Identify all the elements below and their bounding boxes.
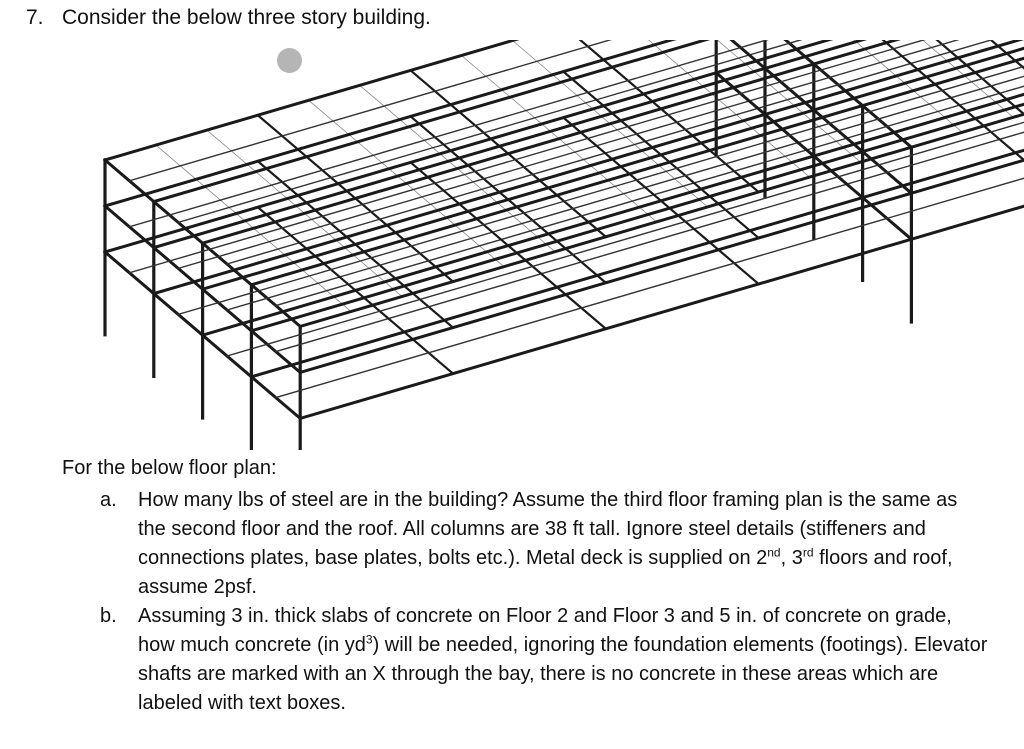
girder bbox=[154, 40, 1024, 294]
steel-frame-drawing bbox=[105, 40, 1024, 450]
part-a-text-1: How many lbs of steel are in the building? Assume the third floor framing plan is the same as the second floor and the roof. All columns are 38 ft tall. Ignore steel details (stiffeners and connections plates, base plates, bolts etc.). Metal deck is supplied on 2 bbox=[138, 489, 958, 569]
question-part-b bbox=[100, 602, 990, 718]
part-b-label: b. bbox=[100, 605, 117, 627]
filler-beam bbox=[129, 40, 1024, 273]
girder bbox=[105, 40, 1024, 206]
girder bbox=[203, 40, 1024, 289]
question-parts bbox=[100, 486, 990, 718]
filler-beam bbox=[227, 40, 1024, 356]
question-title: Consider the below three story building. bbox=[62, 6, 431, 29]
part-a-sup-1: nd bbox=[767, 545, 781, 560]
part-a-text bbox=[138, 486, 990, 602]
question-number: 7. bbox=[26, 6, 44, 29]
part-a-text-3: floors and roof, assume 2psf. bbox=[138, 547, 953, 598]
part-b-sup-1: 3 bbox=[365, 632, 373, 647]
part-b-text-2: ) will be needed, ignoring the foundation elements (footings). Elevator shafts are marked with an X through the bay, there is no concrete in these areas which are labeled with text boxes. bbox=[138, 634, 988, 714]
part-a-sup-2: rd bbox=[802, 545, 814, 560]
question-part-a bbox=[100, 486, 990, 602]
building-frame-figure bbox=[0, 40, 1024, 450]
part-a-label: a. bbox=[100, 489, 117, 511]
question-heading bbox=[26, 6, 431, 30]
part-b-text-1: Assuming 3 in. thick slabs of concrete on Floor 2 and Floor 3 and 5 in. of concrete on grade, how much concrete (in yd bbox=[138, 605, 952, 656]
part-b-text bbox=[138, 602, 990, 718]
floor-plan-intro: For the below floor plan: bbox=[62, 457, 277, 479]
part-a-text-2: , 3 bbox=[780, 547, 803, 569]
